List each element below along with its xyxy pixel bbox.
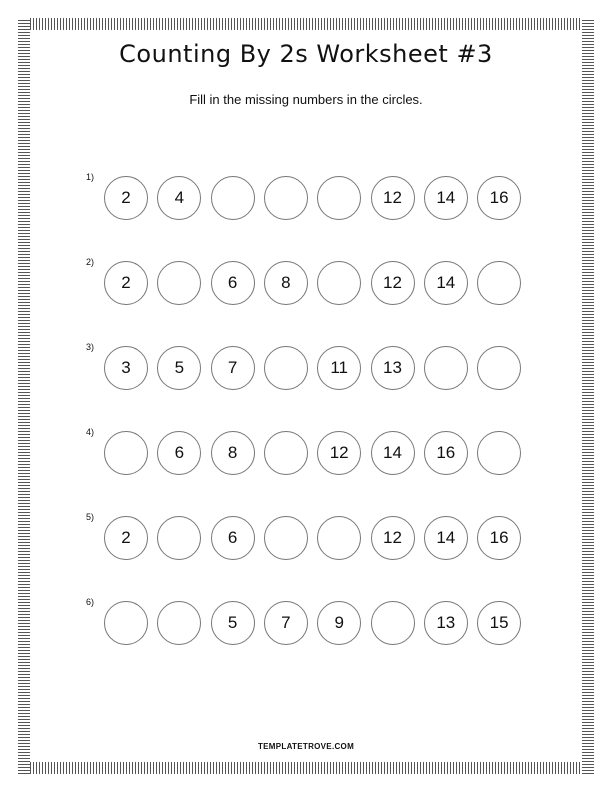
number-circle: 4 [157, 176, 201, 220]
number-circle: 16 [477, 176, 521, 220]
blank-number-circle[interactable] [104, 431, 148, 475]
number-circle: 8 [211, 431, 255, 475]
row-number: 2) [86, 257, 95, 267]
number-circle: 12 [371, 176, 415, 220]
blank-number-circle[interactable] [264, 346, 308, 390]
number-circle: 14 [424, 261, 468, 305]
blank-number-circle[interactable] [211, 176, 255, 220]
number-circle: 5 [157, 346, 201, 390]
exercise-row [86, 597, 536, 649]
blank-number-circle[interactable] [264, 176, 308, 220]
number-circle: 2 [104, 176, 148, 220]
number-circle: 9 [317, 601, 361, 645]
number-circle: 15 [477, 601, 521, 645]
exercise-row [86, 172, 536, 224]
blank-number-circle[interactable] [157, 516, 201, 560]
row-number: 3) [86, 342, 95, 352]
number-circle: 13 [371, 346, 415, 390]
page-border-right [582, 18, 594, 774]
number-circle: 16 [477, 516, 521, 560]
blank-number-circle[interactable] [157, 601, 201, 645]
blank-number-circle[interactable] [371, 601, 415, 645]
number-circle: 14 [371, 431, 415, 475]
number-circle: 6 [157, 431, 201, 475]
blank-number-circle[interactable] [424, 346, 468, 390]
number-circle: 6 [211, 261, 255, 305]
number-circle: 14 [424, 176, 468, 220]
blank-number-circle[interactable] [317, 516, 361, 560]
exercise-row [86, 427, 536, 479]
page-border-bottom [18, 762, 594, 774]
blank-number-circle[interactable] [264, 431, 308, 475]
row-number: 5) [86, 512, 95, 522]
blank-number-circle[interactable] [477, 346, 521, 390]
number-circle: 14 [424, 516, 468, 560]
blank-number-circle[interactable] [477, 431, 521, 475]
exercise-row [86, 257, 536, 309]
number-circle: 7 [211, 346, 255, 390]
blank-number-circle[interactable] [104, 601, 148, 645]
blank-number-circle[interactable] [157, 261, 201, 305]
number-circle: 5 [211, 601, 255, 645]
blank-number-circle[interactable] [477, 261, 521, 305]
number-circle: 7 [264, 601, 308, 645]
page-border-top [18, 18, 594, 30]
instructions-text: Fill in the missing numbers in the circles. [189, 92, 423, 107]
page-border-left [18, 18, 30, 774]
number-circle: 2 [104, 516, 148, 560]
number-circle: 12 [371, 261, 415, 305]
exercise-row [86, 512, 536, 564]
number-circle: 12 [371, 516, 415, 560]
number-circle: 13 [424, 601, 468, 645]
number-circle: 6 [211, 516, 255, 560]
row-number: 1) [86, 172, 95, 182]
footer-site: TEMPLATETROVE.COM [257, 742, 355, 751]
number-circle: 2 [104, 261, 148, 305]
blank-number-circle[interactable] [317, 261, 361, 305]
number-circle: 8 [264, 261, 308, 305]
number-circle: 3 [104, 346, 148, 390]
row-number: 6) [86, 597, 95, 607]
number-circle: 12 [317, 431, 361, 475]
worksheet-title: Counting By 2s Worksheet #3 [119, 40, 493, 68]
exercise-row [86, 342, 536, 394]
number-circle: 11 [317, 346, 361, 390]
blank-number-circle[interactable] [264, 516, 308, 560]
number-circle: 16 [424, 431, 468, 475]
blank-number-circle[interactable] [317, 176, 361, 220]
row-number: 4) [86, 427, 95, 437]
